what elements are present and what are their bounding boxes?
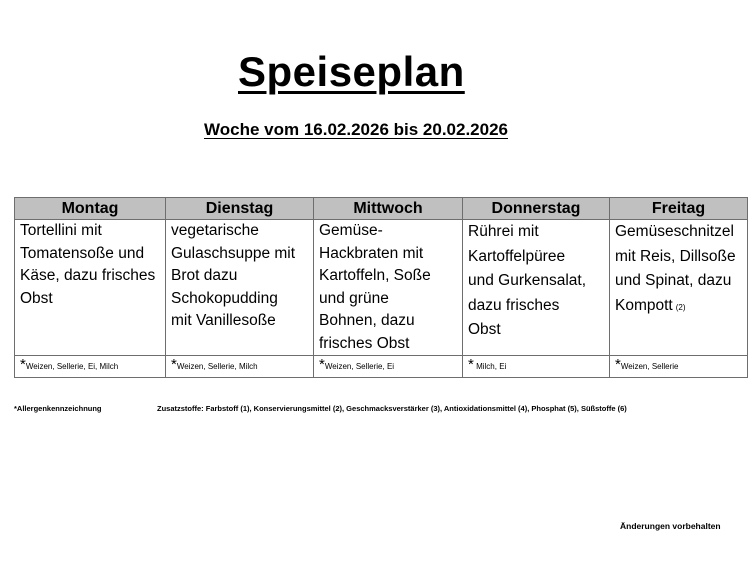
dish-line: vegetarische	[171, 222, 259, 239]
allergen-list: Weizen, Sellerie, Ei, Milch	[25, 362, 119, 371]
dish-line: Bohnen, dazu	[319, 312, 415, 329]
page-title: Speiseplan	[238, 48, 465, 95]
dish-line: Gulaschsuppe mit	[171, 244, 296, 262]
allergens-donnerstag	[463, 356, 610, 378]
allergens-montag	[15, 356, 166, 378]
asterisk-icon: *	[20, 356, 26, 373]
dish-line: Tomatensoße und	[20, 244, 145, 262]
dish-line: und Gurkensalat,	[468, 272, 587, 289]
day-header-mittwoch: Mittwoch	[314, 198, 463, 220]
asterisk-icon: *	[319, 356, 325, 373]
allergen-legend: *Allergenkennzeichnung	[14, 404, 102, 413]
dish-line: Schokopudding	[171, 289, 278, 307]
dish-line: mit Vanillesoße	[171, 312, 276, 329]
dish-line: Hackbraten mit	[319, 244, 424, 262]
dish-row	[15, 220, 748, 356]
dish-line: Rührei mit	[468, 223, 539, 240]
dish-line: Gemüseschnitzel	[615, 223, 734, 240]
day-header-montag: Montag	[15, 198, 166, 220]
dish-line: dazu frisches	[468, 296, 560, 314]
dish-line-text: Kompott	[615, 296, 673, 314]
day-header-donnerstag: Donnerstag	[463, 198, 610, 220]
allergens-dienstag	[166, 356, 314, 378]
week-range: Woche vom 16.02.2026 bis 20.02.2026	[204, 120, 508, 139]
dish-line: Käse, dazu frisches	[20, 267, 156, 284]
allergen-list: Weizen, Sellerie, Ei	[324, 362, 395, 371]
dish-line: und Spinat, dazu	[615, 272, 732, 289]
dish-donnerstag	[463, 220, 610, 356]
dish-line: Obst	[20, 289, 53, 307]
dish-line: Kartoffelpüree	[468, 247, 566, 265]
day-header-freitag: Freitag	[610, 198, 748, 220]
allergen-row	[15, 356, 748, 378]
asterisk-icon: *	[615, 356, 621, 373]
additive-note: (2)	[675, 302, 686, 312]
allergens-mittwoch	[314, 356, 463, 378]
dish-line: mit Reis, Dillsoße	[615, 247, 736, 265]
allergen-list: Weizen, Sellerie	[620, 362, 679, 371]
asterisk-icon: *	[171, 356, 177, 373]
header-row	[15, 198, 748, 220]
disclaimer: Änderungen vorbehalten	[620, 521, 721, 531]
menu-table	[14, 197, 748, 378]
dish-line: Obst	[468, 321, 501, 338]
dish-line: Tortellini mit	[20, 222, 102, 239]
dish-mittwoch	[314, 220, 463, 356]
dish-freitag	[610, 220, 748, 356]
allergen-list: Weizen, Sellerie, Milch	[176, 362, 258, 371]
additives-legend: Zusatzstoffe: Farbstoff (1), Konservierungsmittel (2), Geschmacksverstärker (3), Antioxidationsmittel (4), Phosphat (5), Süßstoffe (6)	[157, 404, 627, 413]
dish-line: Kartoffeln, Soße	[319, 267, 431, 284]
day-header-dienstag: Dienstag	[166, 198, 314, 220]
asterisk-icon: *	[468, 356, 474, 373]
dish-montag	[15, 220, 166, 356]
dish-line	[615, 294, 747, 321]
allergens-freitag	[610, 356, 748, 378]
dish-line: und grüne	[319, 289, 389, 307]
dish-line: frisches Obst	[319, 334, 410, 352]
allergen-list: Milch, Ei	[476, 362, 507, 371]
dish-line: Brot dazu	[171, 267, 238, 284]
dish-dienstag	[166, 220, 314, 356]
dish-line: Gemüse-	[319, 222, 383, 239]
